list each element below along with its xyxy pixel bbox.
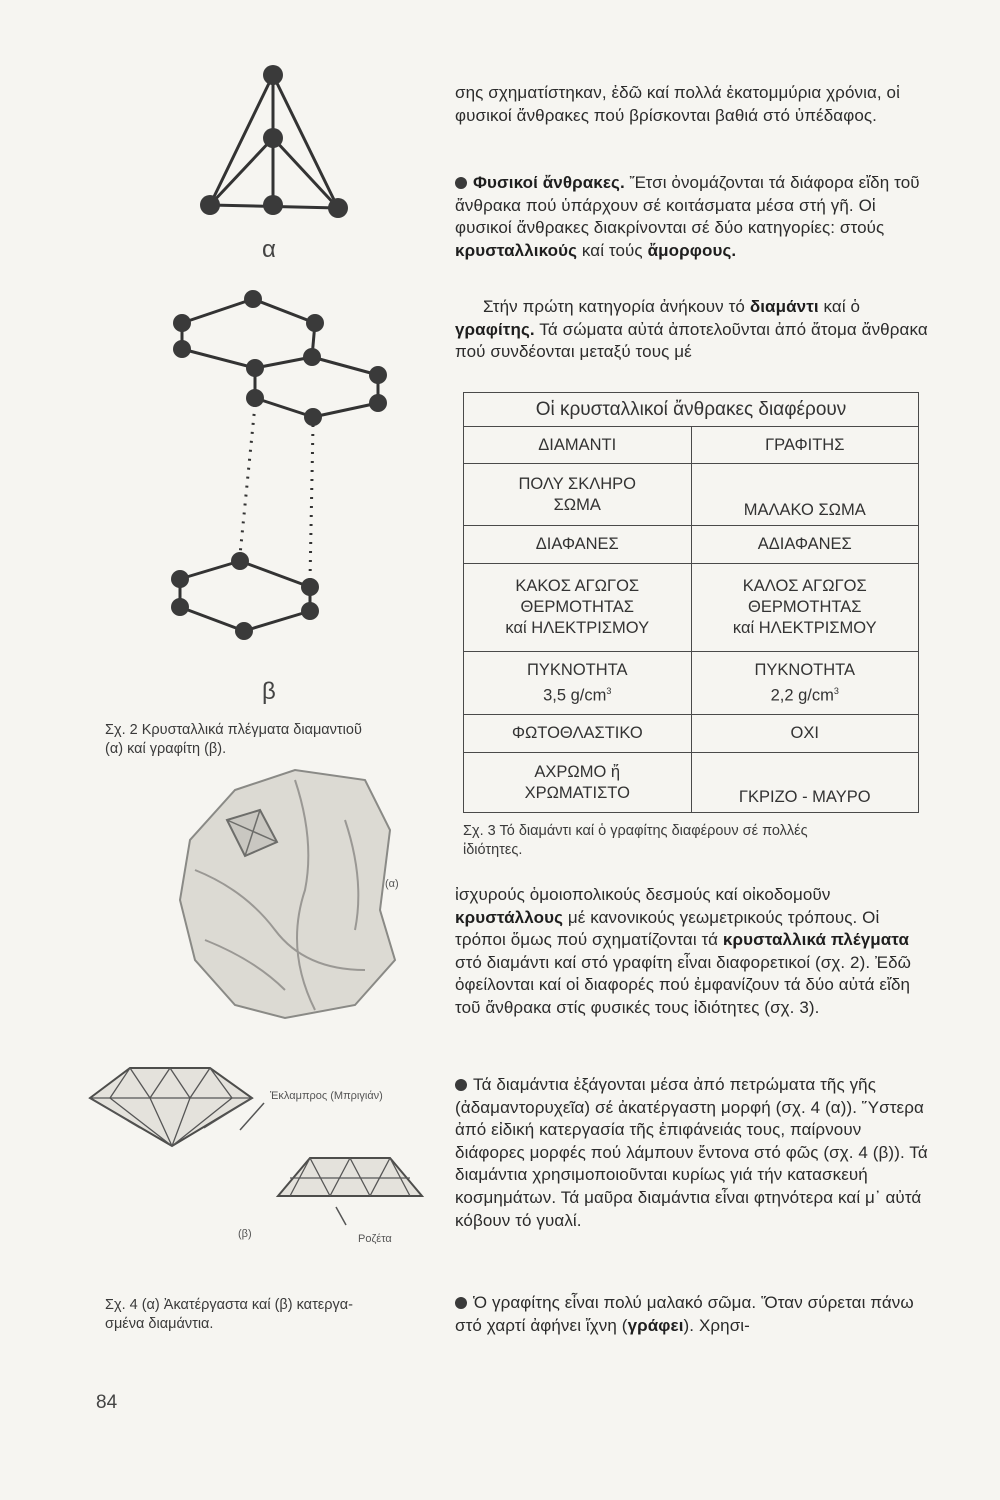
paragraph-graphite-text-b: ). Χρησι- <box>683 1315 750 1335</box>
table-row <box>464 715 919 753</box>
figure3-caption-line2: ἰδιότητες. <box>463 842 523 858</box>
table-cell <box>464 652 692 715</box>
figure4-caption-line1: Σχ. 4 (α) Ἀκατέργαστα καί (β) κατεργα- <box>105 1297 353 1313</box>
cell-line: ΠΥΚΝΟΤΗΤΑ <box>754 660 856 679</box>
table-cell: ΑΔΙΑΦΑΝΕΣ <box>691 526 919 564</box>
bullet-icon <box>455 177 467 189</box>
table-row <box>464 652 919 715</box>
table-cell <box>691 564 919 652</box>
term-crystal-lattices: κρυσταλλικά πλέγματα <box>722 930 910 950</box>
cell-line: ΠΥΚΝΟΤΗΤΑ <box>526 660 628 679</box>
rough-diamond-drawing <box>165 760 410 1025</box>
term-crystalline: κρυσταλλικούς <box>455 240 578 260</box>
paragraph-first-category-text-a: Στήν πρώτη κατηγορία ἀνήκουν τό <box>483 297 750 316</box>
table-header-diamond: ΔΙΑΜΑΝΤΙ <box>464 427 692 464</box>
cell-line: ΠΟΛΥ ΣΚΛΗΡΟ <box>518 474 637 493</box>
table-cell <box>464 564 692 652</box>
table-title: Οἱ κρυσταλλικοί ἄνθρακες διαφέρουν <box>464 393 919 427</box>
figure2-label-b: β <box>262 678 276 705</box>
cell-line: ΚΑΚΟΣ ΑΓΩΓΟΣ <box>515 577 640 595</box>
term-diamond: διαμάντι <box>749 297 819 316</box>
paragraph-first-category-text-b: καί ὁ <box>818 297 861 316</box>
figure3-caption <box>463 822 943 860</box>
figure4-label-b: (β) <box>238 1228 252 1240</box>
paragraph-graphite-text-a: Ὁ γραφίτης εἶναι πολύ μαλακό σῶμα. Ὅταν σύρεται πάνω στό χαρτί ἀφήνει ἴχνη ( <box>455 1293 914 1335</box>
figure4-label-a: (α) <box>385 878 399 890</box>
paragraph-crystals-text-a: ἰσχυρούς ὁμοιοπολικούς δεσμούς καί οἰκοδομοῦν <box>455 885 831 904</box>
bullet-icon <box>455 1079 467 1091</box>
figure4-caption-line2: σμένα διαμάντια. <box>105 1316 214 1332</box>
brilliant-label: Ἐκλαμπρος (Μπριγιάν) <box>270 1090 383 1102</box>
rosette-cut-diamond-drawing <box>270 1148 430 1208</box>
cell-line: ΧΡΩΜΑΤΙΣΤΟ <box>524 783 630 802</box>
cell-line: ΚΑΛΟΣ ΑΓΩΓΟΣ <box>742 577 867 595</box>
figure3-caption-line1: Σχ. 3 Τό διαμάντι καί ὁ γραφίτης διαφέρουν σέ πολλές <box>463 823 808 839</box>
paragraph-crystals <box>455 884 935 1020</box>
paragraph-first-category <box>455 296 935 364</box>
table-cell <box>691 652 919 715</box>
rosette-label: Ροζέτα <box>358 1233 392 1245</box>
figure2-caption <box>105 721 445 759</box>
table-cell <box>464 464 692 526</box>
table-row <box>464 564 919 652</box>
term-natural-carbons: Φυσικοί ἄνθρακες. <box>473 173 625 192</box>
paragraph-natural-carbons <box>455 172 935 262</box>
paragraph-first-category-text-c: Τά σώματα αὐτά ἀποτελοῦνται ἀπό ἄτομα ἄνθρακα πού συνδέονται μεταξύ τους μέ <box>455 319 928 362</box>
cell-line: ΣΩΜΑ <box>553 495 601 514</box>
figure2-caption-line2: (α) καί γραφίτη (β). <box>105 741 227 757</box>
term-amorphous: ἄμορφους. <box>647 240 737 260</box>
table-cell: ΜΑΛΑΚΟ ΣΩΜΑ <box>691 464 919 526</box>
page-number: 84 <box>96 1392 118 1413</box>
table-cell: ΓΚΡΙΖΟ - ΜΑΥΡΟ <box>691 753 919 813</box>
bullet-icon <box>455 1297 467 1309</box>
table-row <box>464 526 919 564</box>
paragraph-crystals-text-b: μέ κανονικούς γεωμετρικούς τρόπους. Οἱ τρόποι ὅμως πού σχηματίζονται τά <box>455 907 880 950</box>
figure2-label-a: α <box>262 236 276 263</box>
density-unit-exponent: 3 <box>833 685 839 696</box>
graphite-lattice-diagram <box>160 285 400 655</box>
paragraph-diamonds-text: Τά διαμάντια ἐξάγονται μέσα ἀπό πετρώματα τῆς γῆς (ἀδαμαντορυχεῖα) σέ ἀκατέργαστη μορφή (σχ. 4 (α)). Ὕστερα ἀπό εἰδική κατεργασία τῆς ἐπιφάνειάς τους, παίρνουν διάφορες μορφές πού λάμπουν ἔντονα στό φῶς (σχ. 4 (β)). Τά διαμάντια χρησιμοποιοῦνται κυρίως γιά τήν κατασκευή κοσμημάτων. Τά μαῦρα διαμάντια εἶναι φτηνότερα καί μ᾿ αὐτά κόβουν τό γυαλί. <box>455 1075 928 1230</box>
cell-line: καί ΗΛΕΚΤΡΙΣΜΟΥ <box>505 619 650 637</box>
density-value: 3,5 g/cm <box>543 686 607 705</box>
table-cell: ΦΩΤΟΘΛΑΣΤΙΚΟ <box>464 715 692 753</box>
figure4-caption <box>105 1296 445 1334</box>
pointer-line-icon <box>232 1098 272 1138</box>
table-cell <box>464 753 692 813</box>
density-unit-exponent: 3 <box>606 685 612 696</box>
paragraph-natural-carbons-text-a: Ἔτσι ὀνομάζονται τά διάφορα εἴδη τοῦ ἄνθρακα πού ὑπάρχουν σέ κοιτάσματα μέσα στή γῆ. Οἱ φυσικοί ἄνθρακες διακρίνονται σέ δύο κατηγορίες: στούς <box>455 173 920 238</box>
term-graphite: γραφίτης. <box>455 319 535 339</box>
cell-line <box>468 681 687 707</box>
cell-line: καί ΗΛΕΚΤΡΙΣΜΟΥ <box>732 619 877 637</box>
cell-line <box>696 681 915 707</box>
table-row <box>464 753 919 813</box>
cell-line: ΘΕΡΜΟΤΗΤΑΣ <box>748 598 862 616</box>
paragraph-graphite <box>455 1292 935 1337</box>
figure2-caption-line1: Σχ. 2 Κρυσταλλικά πλέγματα διαμαντιοῦ <box>105 722 362 738</box>
term-crystals: κρυστάλλους <box>455 907 564 927</box>
cell-line: ΑΧΡΩΜΟ ἤ <box>534 762 621 781</box>
table-cell: ΔΙΑΦΑΝΕΣ <box>464 526 692 564</box>
paragraph-crystals-text-c: στό διαμάντι καί στό γραφίτη εἶναι διαφορετικοί (σχ. 2). Ἐδῶ ὀφείλονται καί οἱ διαφορές πού ἐμφανίζουν τά δύο αὐτά εἴδη τοῦ ἄνθρακα στίς φυσικές τους ἰδιότητες (σχ. 3). <box>455 952 912 1017</box>
table-cell: ΟΧΙ <box>691 715 919 753</box>
diamond-lattice-diagram <box>180 60 370 230</box>
density-value: 2,2 g/cm <box>770 686 834 705</box>
pointer-line-icon <box>332 1205 352 1229</box>
cell-line: ΘΕΡΜΟΤΗΤΑΣ <box>520 598 634 616</box>
table-header-graphite: ΓΡΑΦΙΤΗΣ <box>691 427 919 464</box>
paragraph-diamonds <box>455 1074 935 1232</box>
table-row <box>464 464 919 526</box>
term-writes: γράφει <box>627 1315 684 1335</box>
paragraph-intro: σης σχηματίστηκαν, ἐδῶ καί πολλά ἑκατομμύρια χρόνια, οἱ φυσικοί ἄνθρακες πού βρίσκονται βαθιά στό ὑπέδαφος. <box>455 83 900 125</box>
properties-table <box>463 392 919 813</box>
paragraph-natural-carbons-text-b: καί τούς <box>577 240 648 260</box>
